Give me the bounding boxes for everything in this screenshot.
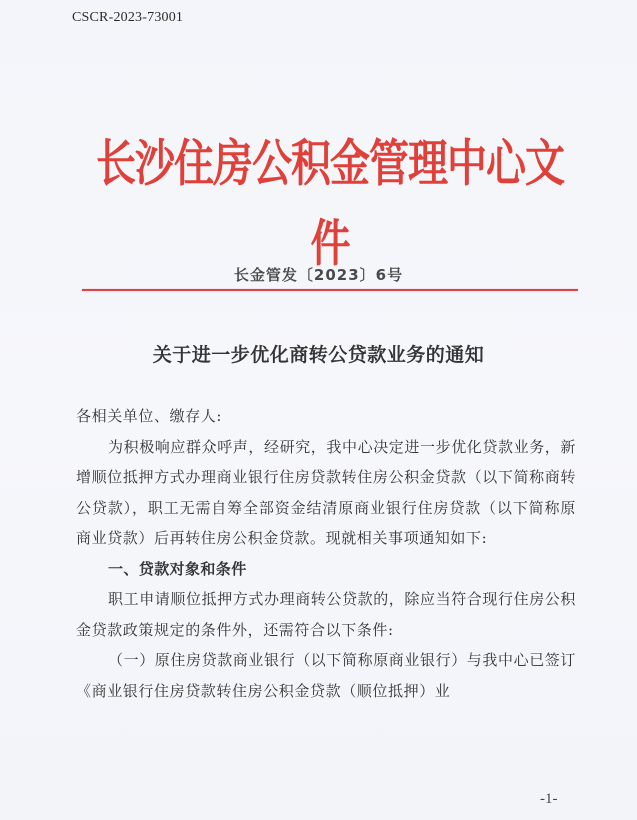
condition-item-1: （一）原住房贷款商业银行（以下简称原商业银行）与我中心已签订《商业银行住房贷款转住房公积金贷款（顺位抵押）业 xyxy=(76,651,577,700)
section-paragraph: 职工申请顺位抵押方式办理商转公贷款的，除应当符合现行住房公积金贷款政策规定的条件外，还需符合以下条件: xyxy=(76,590,577,639)
notice-title: 关于进一步优化商转公贷款业务的通知 xyxy=(152,344,485,366)
document-body xyxy=(76,401,576,706)
section-heading: 一、贷款对象和条件 xyxy=(108,559,247,578)
document-code: CSCR-2023-73001 xyxy=(72,10,184,25)
salutation: 各相关单位、缴存人: xyxy=(76,407,223,425)
issuing-authority-masthead: 长沙住房公积金管理中心文件 xyxy=(96,134,564,273)
document-number: 长金管发〔2023〕6号 xyxy=(233,266,404,284)
intro-paragraph: 为积极响应群众呼声，经研究，我中心决定进一步优化贷款业务，新增顺位抵押方式办理商业银行住房贷款转住房公积金贷款（以下简称商转公贷款），职工无需自筹全部资金结清原商业银行住房贷款（以下简称原商业贷款）后再转住房公积金贷款。现就相关事项通知如下: xyxy=(76,437,577,547)
red-divider-line xyxy=(82,289,578,291)
page-number: -1- xyxy=(540,791,558,807)
